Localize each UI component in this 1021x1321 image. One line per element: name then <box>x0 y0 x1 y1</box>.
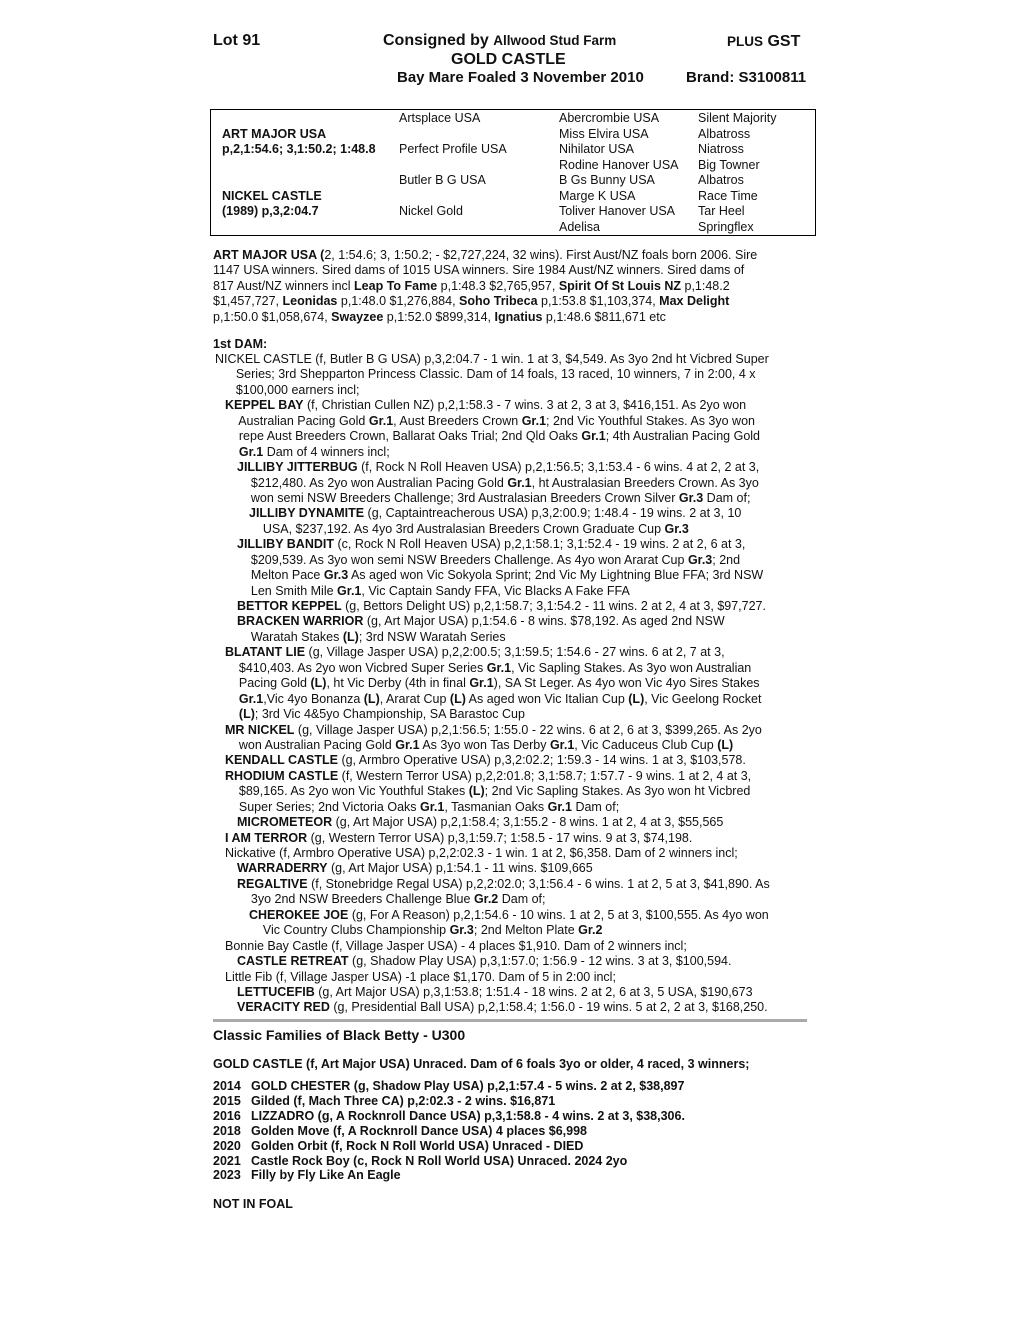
text-run: As aged won Vic Sokyola Sprint; 2nd Vic My Lightning Blue FFA; 3rd NSW <box>348 568 764 583</box>
dam-produce-entry <box>213 985 813 1000</box>
bold-text: (L) <box>342 629 359 644</box>
text-run: Melton Pace <box>237 568 324 583</box>
gold-castle-produce-summary: GOLD CASTLE (f, Art Major USA) Unraced. Dam of 6 foals 3yo or older, 4 raced, 3 winners; <box>213 1057 750 1071</box>
progeny-row <box>213 1168 685 1183</box>
pedigree-sire-name: ART MAJOR USA <box>222 126 327 141</box>
dam-produce-entry <box>213 846 813 861</box>
pedigree-sire-record: p,2,1:54.6; 3,1:50.2; 1:48.8 <box>222 142 376 156</box>
entry-line <box>225 414 813 429</box>
bold-text: Leap To Fame <box>354 278 438 293</box>
bold-text: (L) <box>310 676 327 691</box>
entry-line <box>237 553 813 568</box>
text-run: USA, $237,192. As 4yo 3rd Australasian Breeders Crown Graduate Cup <box>249 521 665 536</box>
dam-produce-entry <box>213 599 813 614</box>
dam-produce-entry <box>213 723 813 754</box>
bold-text: Gr.1 <box>549 737 575 752</box>
text-run: (g, Art Major USA) p,3,1:53.8; 1:51.4 - 18 wins. 2 at 2, 6 at 3, 5 USA, $190,673 <box>314 984 753 999</box>
pedigree-gen2: Artsplace USA <box>399 111 481 125</box>
text-run: (f, Stonebridge Regal USA) p,2,2:02.0; 3,1:56.4 - 6 wins. 1 at 2, 5 at 3, $41,890. As <box>307 876 770 891</box>
text-run: p,1:48.3 $2,765,957, <box>437 278 559 293</box>
dam-produce-entry <box>213 861 813 876</box>
entry-line <box>249 908 813 923</box>
text-run: (g, Art Major USA) p,1:54.6 - 8 wins. $78,192. As aged 2nd NSW <box>363 614 725 629</box>
bold-text: Gr.1 <box>581 429 606 444</box>
text-run: $100,000 earners incl; <box>215 382 360 397</box>
bold-text: ART MAJOR USA ( <box>213 248 325 262</box>
progeny-detail: Castle Rock Boy (c, Rock N Roll World USA) Unraced. 2024 2yo <box>251 1153 628 1168</box>
bold-text: Gr.1 <box>469 676 494 691</box>
consigned-prefix: Consigned by <box>383 32 489 49</box>
entry-line <box>249 522 813 537</box>
entry-line <box>225 661 813 676</box>
dam-produce-entry <box>213 645 813 722</box>
dam-produce-entry <box>213 537 813 599</box>
bold-text: LETTUCEFIB <box>237 984 315 999</box>
first-dam-heading: 1st DAM: <box>213 337 268 351</box>
text-run: Pacing Gold <box>225 676 311 691</box>
dam-produce-entry <box>213 769 813 815</box>
entry-line <box>237 892 813 907</box>
text-run: ; 2nd Vic Youthful Stakes. As 3yo won <box>546 413 755 428</box>
entry-line <box>237 614 813 629</box>
bold-text: BLATANT LIE <box>225 645 306 660</box>
pedigree-gen2: Perfect Profile USA <box>399 142 507 156</box>
text-run: (g, Armbro Operative USA) p,3,2:02.2; 1:59.3 - 14 wins. 1 at 3, $103,578. <box>337 753 746 768</box>
text-run: ; 2nd Vic Sapling Stakes. As 3yo won ht Vicbred <box>484 784 751 799</box>
progeny-row <box>213 1079 685 1094</box>
progeny-year: 2015 <box>213 1093 241 1108</box>
pedigree-gen4: Albatross <box>698 126 751 141</box>
text-run: ; 3rd Vic 4&5yo Championship, SA Barastoc Cup <box>254 707 525 722</box>
bold-text: WARRADERRY <box>237 861 328 876</box>
bold-text: CHEROKEE JOE <box>249 907 349 922</box>
bold-text: Gr.3 <box>323 568 349 583</box>
bold-text: BETTOR KEPPEL <box>237 599 342 613</box>
bold-text: Gr.2 <box>473 892 499 907</box>
entry-line <box>225 707 813 722</box>
bold-text: Gr.3 <box>664 521 689 536</box>
text-run: ,Vic 4yo Bonanza <box>263 691 364 706</box>
text-run <box>225 692 239 706</box>
bold-text: Gr.3 <box>449 923 474 938</box>
text-run: , ht Australasian Breeders Crown. As 3yo <box>531 475 759 490</box>
text-run: (g, Village Jasper USA) p,2,1:56.5; 1:55.0 - 22 wins. 6 at 2, 6 at 3, $399,265. As 2yo <box>294 722 762 737</box>
progeny-detail: GOLD CHESTER (g, Shadow Play USA) p,2,1:57.4 - 5 wins. 2 at 2, $38,897 <box>251 1079 685 1093</box>
text-run: (g, Art Major USA) p,2,1:58.4; 3,1:55.2 - 8 wins. 1 at 2, 4 at 3, $55,565 <box>332 815 724 830</box>
dam-produce-entry <box>213 398 813 460</box>
text-run: Nickative (f, Armbro Operative USA) p,2,2:02.3 - 1 win. 1 at 2, $6,358. Dam of 2 winners incl; <box>225 846 738 860</box>
dam-produce-entry <box>213 939 813 954</box>
pedigree-gen2: Butler B G USA <box>399 173 486 187</box>
entry-line <box>225 831 813 846</box>
text-run: (c, Rock N Roll Heaven USA) p,2,1:58.1; 3,1:52.4 - 19 wins. 2 at 2, 6 at 3, <box>334 537 746 552</box>
text-run: NICKEL CASTLE (f, Butler B G USA) p,3,2:04.7 - 1 win. 1 at 3, $4,549. As 3yo 2nd ht Vicbred Super <box>215 352 769 366</box>
text-run: As aged won Vic Italian Cup <box>465 691 629 706</box>
text-run: (f, Rock N Roll Heaven USA) p,2,1:56.5; 3,1:53.4 - 6 wins. 4 at 2, 2 at 3, <box>357 460 760 475</box>
text-run: ; 4th Australian Pacing Gold <box>605 429 760 444</box>
entry-line <box>237 815 813 830</box>
bold-text: (L) <box>468 784 485 799</box>
text-run: Dam of; <box>703 490 751 505</box>
entry-line <box>237 491 813 506</box>
bold-text: Gr.1 <box>507 475 532 490</box>
bold-text: Gr.1 <box>395 737 420 752</box>
pedigree-gen3: Toliver Hanover USA <box>559 204 676 218</box>
entry-line <box>225 429 813 444</box>
pedigree-gen3: Marge K USA <box>559 188 636 203</box>
sire-paragraph-line <box>213 279 809 294</box>
text-run: , Aust Breeders Crown <box>393 413 522 428</box>
dam-produce-entry <box>213 831 813 846</box>
pedigree-gen4: Springflex <box>698 219 754 234</box>
progeny-row <box>213 1139 685 1154</box>
text-run: , Ararat Cup <box>379 691 450 706</box>
sire-paragraph-line <box>213 248 809 263</box>
bold-text: RHODIUM CASTLE <box>225 768 339 783</box>
pedigree-gen3: Miss Elvira USA <box>559 126 649 141</box>
text-run: (g, Shadow Play USA) p,3,1:57.0; 1:56.9 - 12 wins. 3 at 3, $100,594. <box>348 954 732 969</box>
text-run: Little Fib (f, Village Jasper USA) -1 place $1,170. Dam of 5 in 2:00 incl; <box>225 969 616 984</box>
pedigree-gen4: Race Time <box>698 188 758 203</box>
text-run <box>225 445 239 459</box>
dam-produce-entry <box>213 1000 813 1015</box>
entry-line <box>237 460 813 475</box>
dam-produce-entry <box>213 877 813 908</box>
text-run: Vic Country Clubs Championship <box>249 923 450 938</box>
entry-line <box>225 939 813 954</box>
entry-line <box>215 352 813 367</box>
pedigree-dam-name: NICKEL CASTLE <box>222 188 322 203</box>
bold-text: (L) <box>363 691 380 706</box>
progeny-row <box>213 1109 685 1124</box>
entry-line <box>237 954 813 969</box>
text-run: 817 Aust/NZ winners incl <box>213 278 355 293</box>
text-run: ), SA St Leger. As 4yo won Vic 4yo Sires Stakes <box>493 676 760 691</box>
pedigree-gen4: Niatross <box>698 142 744 156</box>
entry-line <box>225 398 813 413</box>
progeny-detail: LIZZADRO (g, A Rocknroll Dance USA) p,3,1:58.8 - 4 wins. 2 at 3, $38,306. <box>251 1108 685 1123</box>
pedigree-table <box>210 109 816 236</box>
entry-line <box>249 923 813 938</box>
text-run: Australian Pacing Gold <box>225 413 369 428</box>
bold-text: MICROMETEOR <box>237 815 333 830</box>
bold-text: Spirit Of St Louis NZ <box>558 278 682 293</box>
bold-text: Soho Tribeca <box>459 294 538 309</box>
pedigree-gen2: Nickel Gold <box>399 204 463 218</box>
sire-paragraph-line <box>213 263 809 278</box>
plus-gst <box>727 33 800 51</box>
bold-text: (L) <box>238 707 255 722</box>
dam-produce-entry <box>213 908 813 939</box>
bold-text: Leonidas <box>282 294 338 309</box>
dam-produce-entry <box>213 954 813 969</box>
text-run: , Vic Sapling Stakes. As 3yo won Australian <box>511 660 752 675</box>
pedigree-dam-record: (1989) p,3,2:04.7 <box>222 204 319 218</box>
text-run: (g, Western Terror USA) p,3,1:59.7; 1:58.5 - 17 wins. 9 at 3, $74,198. <box>307 830 693 845</box>
text-run: $212,480. As 2yo won Australian Pacing Gold <box>237 475 508 490</box>
plus-label: PLUS <box>727 34 764 49</box>
text-run: (g, Village Jasper USA) p,2,2:00.5; 3,1:59.5; 1:54.6 - 27 wins. 6 at 2, 7 at 3, <box>305 645 725 660</box>
entry-line <box>237 537 813 552</box>
bold-text: Max Delight <box>659 294 730 309</box>
text-run: Dam of; <box>571 799 620 814</box>
entry-line <box>225 970 813 985</box>
entry-line <box>225 800 813 815</box>
pedigree-gen4: Tar Heel <box>698 204 745 218</box>
text-run: $89,165. As 2yo won Vic Youthful Stakes <box>225 784 469 799</box>
text-run: Super Series; 2nd Victoria Oaks <box>225 799 421 814</box>
bold-text: Gr.3 <box>678 490 704 505</box>
section-divider <box>213 1019 807 1022</box>
dam-produce-list <box>213 352 813 1016</box>
text-run: (f, Christian Cullen NZ) p,2,1:58.3 - 7 wins. 3 at 2, 3 at 3, $416,151. As 2yo won <box>303 398 747 413</box>
entry-line <box>225 738 813 753</box>
progeny-year: 2021 <box>213 1153 241 1168</box>
text-run: As 3yo won Tas Derby <box>419 737 550 752</box>
entry-line <box>237 985 813 1000</box>
entry-line <box>225 692 813 707</box>
text-run: $1,457,727, <box>213 294 283 309</box>
entry-line <box>237 568 813 583</box>
bold-text: Gr.1 <box>486 660 512 675</box>
text-run: ; 2nd Melton Plate <box>473 923 579 938</box>
text-run: p,1:52.0 $899,314, <box>383 309 495 324</box>
dam-produce-entry <box>213 753 813 768</box>
dam-produce-entry <box>213 352 813 398</box>
foal-status: NOT IN FOAL <box>213 1197 293 1211</box>
entry-line <box>215 367 813 382</box>
progeny-detail: Gilded (f, Mach Three CA) p,2:02.3 - 2 wins. $16,871 <box>251 1093 556 1108</box>
text-run: ; 2nd <box>712 552 741 567</box>
text-run: , Tasmanian Oaks <box>444 799 548 814</box>
text-run <box>225 707 239 721</box>
sire-description <box>213 248 809 325</box>
bold-text: Gr.1 <box>521 413 547 428</box>
pedigree-gen3: Nihilator USA <box>559 142 635 156</box>
text-run: (g, For A Reason) p,2,1:54.6 - 10 wins. 1 at 2, 5 at 3, $100,555. As 4yo won <box>348 907 769 922</box>
progeny-year: 2023 <box>213 1168 241 1183</box>
progeny-detail: Golden Move (f, A Rocknroll Dance USA) 4 places $6,998 <box>251 1123 587 1138</box>
progeny-detail: Filly by Fly Like An Eagle <box>251 1168 401 1183</box>
bold-text: KENDALL CASTLE <box>225 753 338 768</box>
text-run: Len Smith Mile <box>237 583 338 598</box>
bold-text: Gr.1 <box>337 583 362 598</box>
text-run: $410,403. As 2yo won Vicbred Super Series <box>225 660 487 675</box>
progeny-list <box>213 1079 685 1183</box>
text-run: p,1:48.0 $1,276,884, <box>337 294 460 309</box>
text-run: Bonnie Bay Castle (f, Village Jasper USA) - 4 places $1,910. Dam of 2 winners incl; <box>225 938 687 953</box>
bold-text: JILLIBY BANDIT <box>237 537 334 552</box>
horse-description: Bay Mare Foaled 3 November 2010 <box>397 69 644 86</box>
entry-line <box>225 846 813 861</box>
sire-paragraph-line <box>213 310 809 325</box>
bold-text: BRACKEN WARRIOR <box>237 614 364 629</box>
pedigree-gen4: Silent Majority <box>698 111 777 125</box>
bold-text: (L) <box>449 691 466 706</box>
bold-text: (L) <box>628 691 645 706</box>
bold-text: Swayzee <box>331 309 384 324</box>
entry-line <box>237 1000 813 1015</box>
entry-line <box>215 383 813 398</box>
bold-text: Gr.2 <box>578 923 603 938</box>
brand: Brand: S3100811 <box>686 69 807 86</box>
gst-label: GST <box>767 33 801 50</box>
progeny-year: 2016 <box>213 1108 241 1123</box>
entry-line <box>225 723 813 738</box>
text-run: 1147 USA winners. Sired dams of 1015 USA winners. Sire 1984 Aust/NZ winners. Sired dams of <box>213 263 745 278</box>
text-run: (g, Art Major USA) p,1:54.1 - 11 wins. $109,665 <box>327 861 593 876</box>
bold-text: Ignatius <box>494 309 543 324</box>
entry-line <box>225 769 813 784</box>
bold-text: MR NICKEL <box>225 722 295 737</box>
text-run: , Vic Caduceus Club Cup <box>574 737 718 752</box>
text-run: Dam of 4 winners incl; <box>263 444 390 459</box>
dam-produce-entry <box>213 460 813 506</box>
progeny-row <box>213 1154 685 1169</box>
bold-text: VERACITY RED <box>237 1000 330 1015</box>
pedigree-gen4: Albatros <box>698 173 744 187</box>
bold-text: Gr.1 <box>368 413 394 428</box>
consigned-line <box>383 32 616 50</box>
bold-text: Gr.1 <box>238 691 264 706</box>
progeny-year: 2018 <box>213 1123 241 1138</box>
entry-line <box>225 753 813 768</box>
entry-line <box>237 599 813 614</box>
progeny-row <box>213 1094 685 1109</box>
consignor-name: Allwood Stud Farm <box>493 33 617 48</box>
sire-paragraph-line <box>213 294 809 309</box>
bold-text: KEPPEL BAY <box>225 398 304 413</box>
lot-number: Lot 91 <box>213 32 261 49</box>
text-run: , ht Vic Derby (4th in final <box>326 676 470 691</box>
bold-text: (L) <box>717 737 734 752</box>
dam-produce-entry <box>213 815 813 830</box>
pedigree-gen3: Rodine Hanover USA <box>559 157 679 172</box>
dam-produce-entry <box>213 970 813 985</box>
entry-line <box>225 676 813 691</box>
text-run: p,1:48.6 $811,671 etc <box>542 309 666 324</box>
bold-text: I AM TERROR <box>225 830 308 845</box>
text-run: p,1:48.2 <box>681 278 730 293</box>
text-run: Series; 3rd Shepparton Princess Classic. Dam of 14 foals, 13 raced, 10 winners, 7 in 2:00, 4 x <box>215 367 756 382</box>
entry-line <box>225 645 813 660</box>
entry-line <box>249 506 813 521</box>
dam-produce-entry <box>213 506 813 537</box>
bold-text: JILLIBY JITTERBUG <box>237 460 358 475</box>
bold-text: CASTLE RETREAT <box>237 954 349 969</box>
text-run: ; 3rd NSW Waratah Series <box>358 629 506 644</box>
bold-text: Gr.1 <box>238 444 264 459</box>
entry-line <box>237 476 813 491</box>
pedigree-gen3: Abercrombie USA <box>559 111 660 125</box>
entry-line <box>237 877 813 892</box>
pedigree-gen3: Adelisa <box>559 219 600 234</box>
entry-line <box>237 630 813 645</box>
text-run: Waratah Stakes <box>237 629 343 644</box>
text-run: $209,539. As 3yo won semi NSW Breeders Challenge. As 4yo won Ararat Cup <box>237 552 688 567</box>
text-run: won Australian Pacing Gold <box>225 737 396 752</box>
entry-line <box>237 861 813 876</box>
bold-text: Gr.3 <box>687 552 713 567</box>
pedigree-gen3: B Gs Bunny USA <box>559 173 655 187</box>
dam-produce-entry <box>213 614 813 645</box>
text-run: won semi NSW Breeders Challenge; 3rd Australasian Breeders Crown Silver <box>237 490 679 505</box>
entry-line <box>225 445 813 460</box>
bold-text: JILLIBY DYNAMITE <box>249 506 365 521</box>
text-run: (g, Presidential Ball USA) p,2,1:58.4; 1:56.0 - 19 wins. 5 at 2, 2 at 3, $168,250. <box>329 1000 768 1015</box>
progeny-row <box>213 1124 685 1139</box>
text-run: , Vic Geelong Rocket <box>644 691 762 706</box>
text-run: p,1:53.8 $1,103,374, <box>537 294 660 309</box>
entry-line <box>225 784 813 799</box>
progeny-year: 2020 <box>213 1138 241 1153</box>
bold-text: Gr.1 <box>547 799 572 814</box>
classic-families-heading: Classic Families of Black Betty - U300 <box>213 1027 466 1043</box>
progeny-year: 2014 <box>213 1079 241 1093</box>
horse-name: GOLD CASTLE <box>451 51 566 68</box>
text-run: p,1:50.0 $1,058,674, <box>213 309 332 324</box>
text-run: (g, Captaintreacherous USA) p,3,2:00.9; 1:48.4 - 19 wins. 2 at 3, 10 <box>364 506 742 521</box>
text-run: (f, Western Terror USA) p,2,2:01.8; 3,1:58.7; 1:57.7 - 9 wins. 1 at 2, 4 at 3, <box>338 768 752 783</box>
text-run: , Vic Captain Sandy FFA, Vic Blacks A Fake FFA <box>361 583 630 598</box>
entry-line <box>237 584 813 599</box>
progeny-detail: Golden Orbit (f, Rock N Roll World USA) Unraced - DIED <box>251 1138 584 1153</box>
text-run: repe Aust Breeders Crown, Ballarat Oaks Trial; 2nd Qld Oaks <box>225 429 582 444</box>
bold-text: Gr.1 <box>420 799 445 814</box>
pedigree-gen4: Big Towner <box>698 157 760 172</box>
text-run: Dam of; <box>498 892 546 907</box>
text-run: 2, 1:54.6; 3, 1:50.2; - $2,727,224, 32 wins). First Aust/NZ foals born 2006. Sire <box>324 248 758 262</box>
bold-text: REGALTIVE <box>237 876 308 891</box>
text-run: 3yo 2nd NSW Breeders Challenge Blue <box>237 892 474 907</box>
text-run: (g, Bettors Delight US) p,2,1:58.7; 3,1:54.2 - 11 wins. 2 at 2, 4 at 3, $97,727. <box>341 599 766 613</box>
